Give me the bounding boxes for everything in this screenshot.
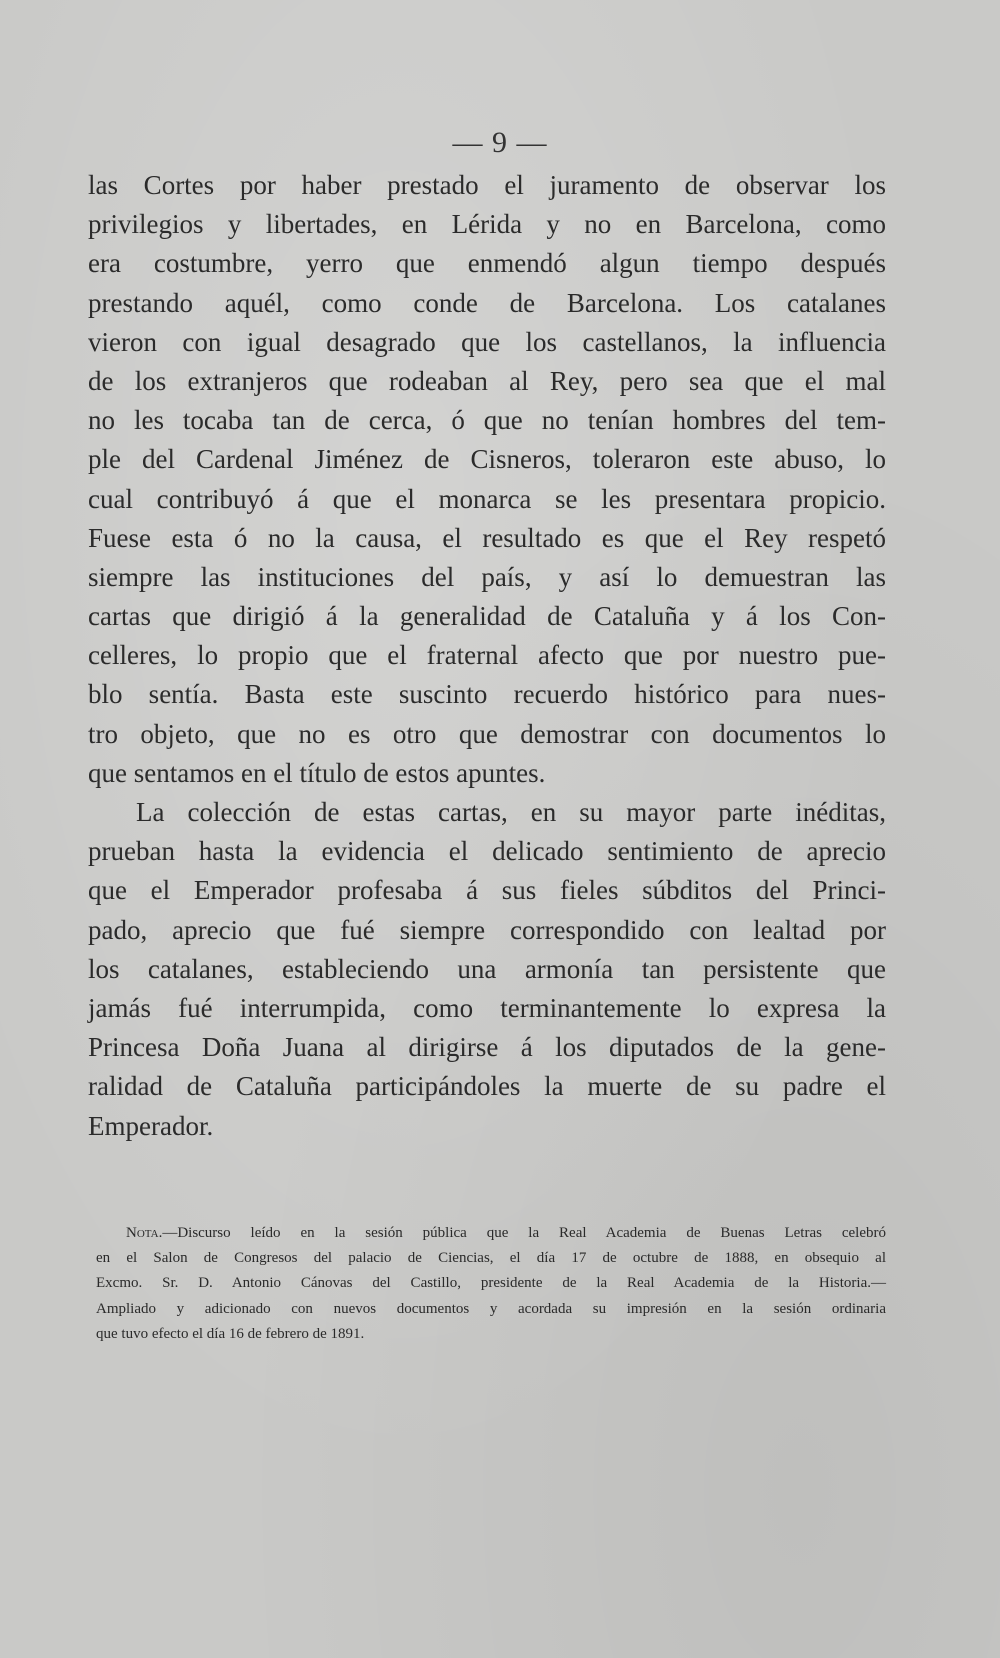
body-line: cual contribuyó á que el monarca se les presentara propicio.	[88, 483, 886, 514]
body-line: cartas que dirigió á la generalidad de Cataluña y á los Con-	[88, 601, 886, 632]
body-line: prueban hasta la evidencia el delicado sentimiento de aprecio	[88, 836, 886, 867]
body-line: tro objeto, que no es otro que demostrar con documentos lo	[88, 718, 886, 749]
footnote-label: Nota	[126, 1225, 159, 1241]
body-line: Emperador.	[88, 1110, 214, 1141]
body-line: que el Emperador profesaba á sus fieles súbditos del Princi-	[88, 875, 886, 906]
body-line: La colección de estas cartas, en su mayor parte inéditas,	[136, 797, 886, 827]
body-line: Fuese esta ó no la causa, el resultado es que el Rey respetó	[88, 522, 886, 553]
footnote-line: que tuvo efecto el día 16 de febrero de 1891.	[96, 1325, 365, 1342]
body-line: prestando aquél, como conde de Barcelona. Los catalanes	[88, 287, 886, 318]
body-line: privilegios y libertades, en Lérida y no en Barcelona, como	[88, 209, 886, 240]
footnote-line: Excmo. Sr. D. Antonio Cánovas del Castillo, presidente de la Real Academia de la Historia.—	[96, 1275, 886, 1292]
body-text	[88, 166, 886, 1146]
body-line: vieron con igual desagrado que los castellanos, la influencia	[88, 326, 886, 357]
page-number: — 9 —	[452, 126, 548, 159]
footnote-line	[96, 1221, 886, 1246]
body-line: no les tocaba tan de cerca, ó que no tenían hombres del tem-	[88, 405, 886, 436]
body-line: ple del Cardenal Jiménez de Cisneros, toleraron este abuso, lo	[88, 444, 886, 475]
footnote	[96, 1221, 886, 1347]
body-line: los catalanes, estableciendo una armonía tan persistente que	[88, 953, 886, 984]
body-line: de los extranjeros que rodeaban al Rey, pero sea que el mal	[88, 365, 886, 396]
footnote-text: .—Discurso leído en la sesión pública que la Real Academia de Buenas Letras celebró	[158, 1225, 886, 1241]
footnote-line: en el Salon de Congresos del palacio de Ciencias, el día 17 de octubre de 1888, en obsequio al	[96, 1250, 886, 1267]
body-line: era costumbre, yerro que enmendó algun tiempo después	[88, 248, 886, 279]
footnote-line: Ampliado y adicionado con nuevos documentos y acordada su impresión en la sesión ordinaria	[96, 1300, 886, 1317]
body-line: blo sentía. Basta este suscinto recuerdo histórico para nues-	[88, 679, 886, 710]
body-line: que sentamos en el título de estos apuntes.	[88, 757, 546, 788]
body-line: celleres, lo propio que el fraternal afecto que por nuestro pue-	[88, 640, 886, 671]
body-line: siempre las instituciones del país, y así lo demuestran las	[88, 561, 886, 592]
body-line: ralidad de Cataluña participándoles la muerte de su padre el	[88, 1071, 886, 1102]
body-line: jamás fué interrumpida, como terminantemente lo expresa la	[88, 992, 886, 1023]
body-line: pado, aprecio que fué siempre correspondido con lealtad por	[88, 914, 886, 945]
body-line: las Cortes por haber prestado el juramento de observar los	[88, 170, 886, 200]
body-line: Princesa Doña Juana al dirigirse á los diputados de la gene-	[88, 1032, 886, 1063]
